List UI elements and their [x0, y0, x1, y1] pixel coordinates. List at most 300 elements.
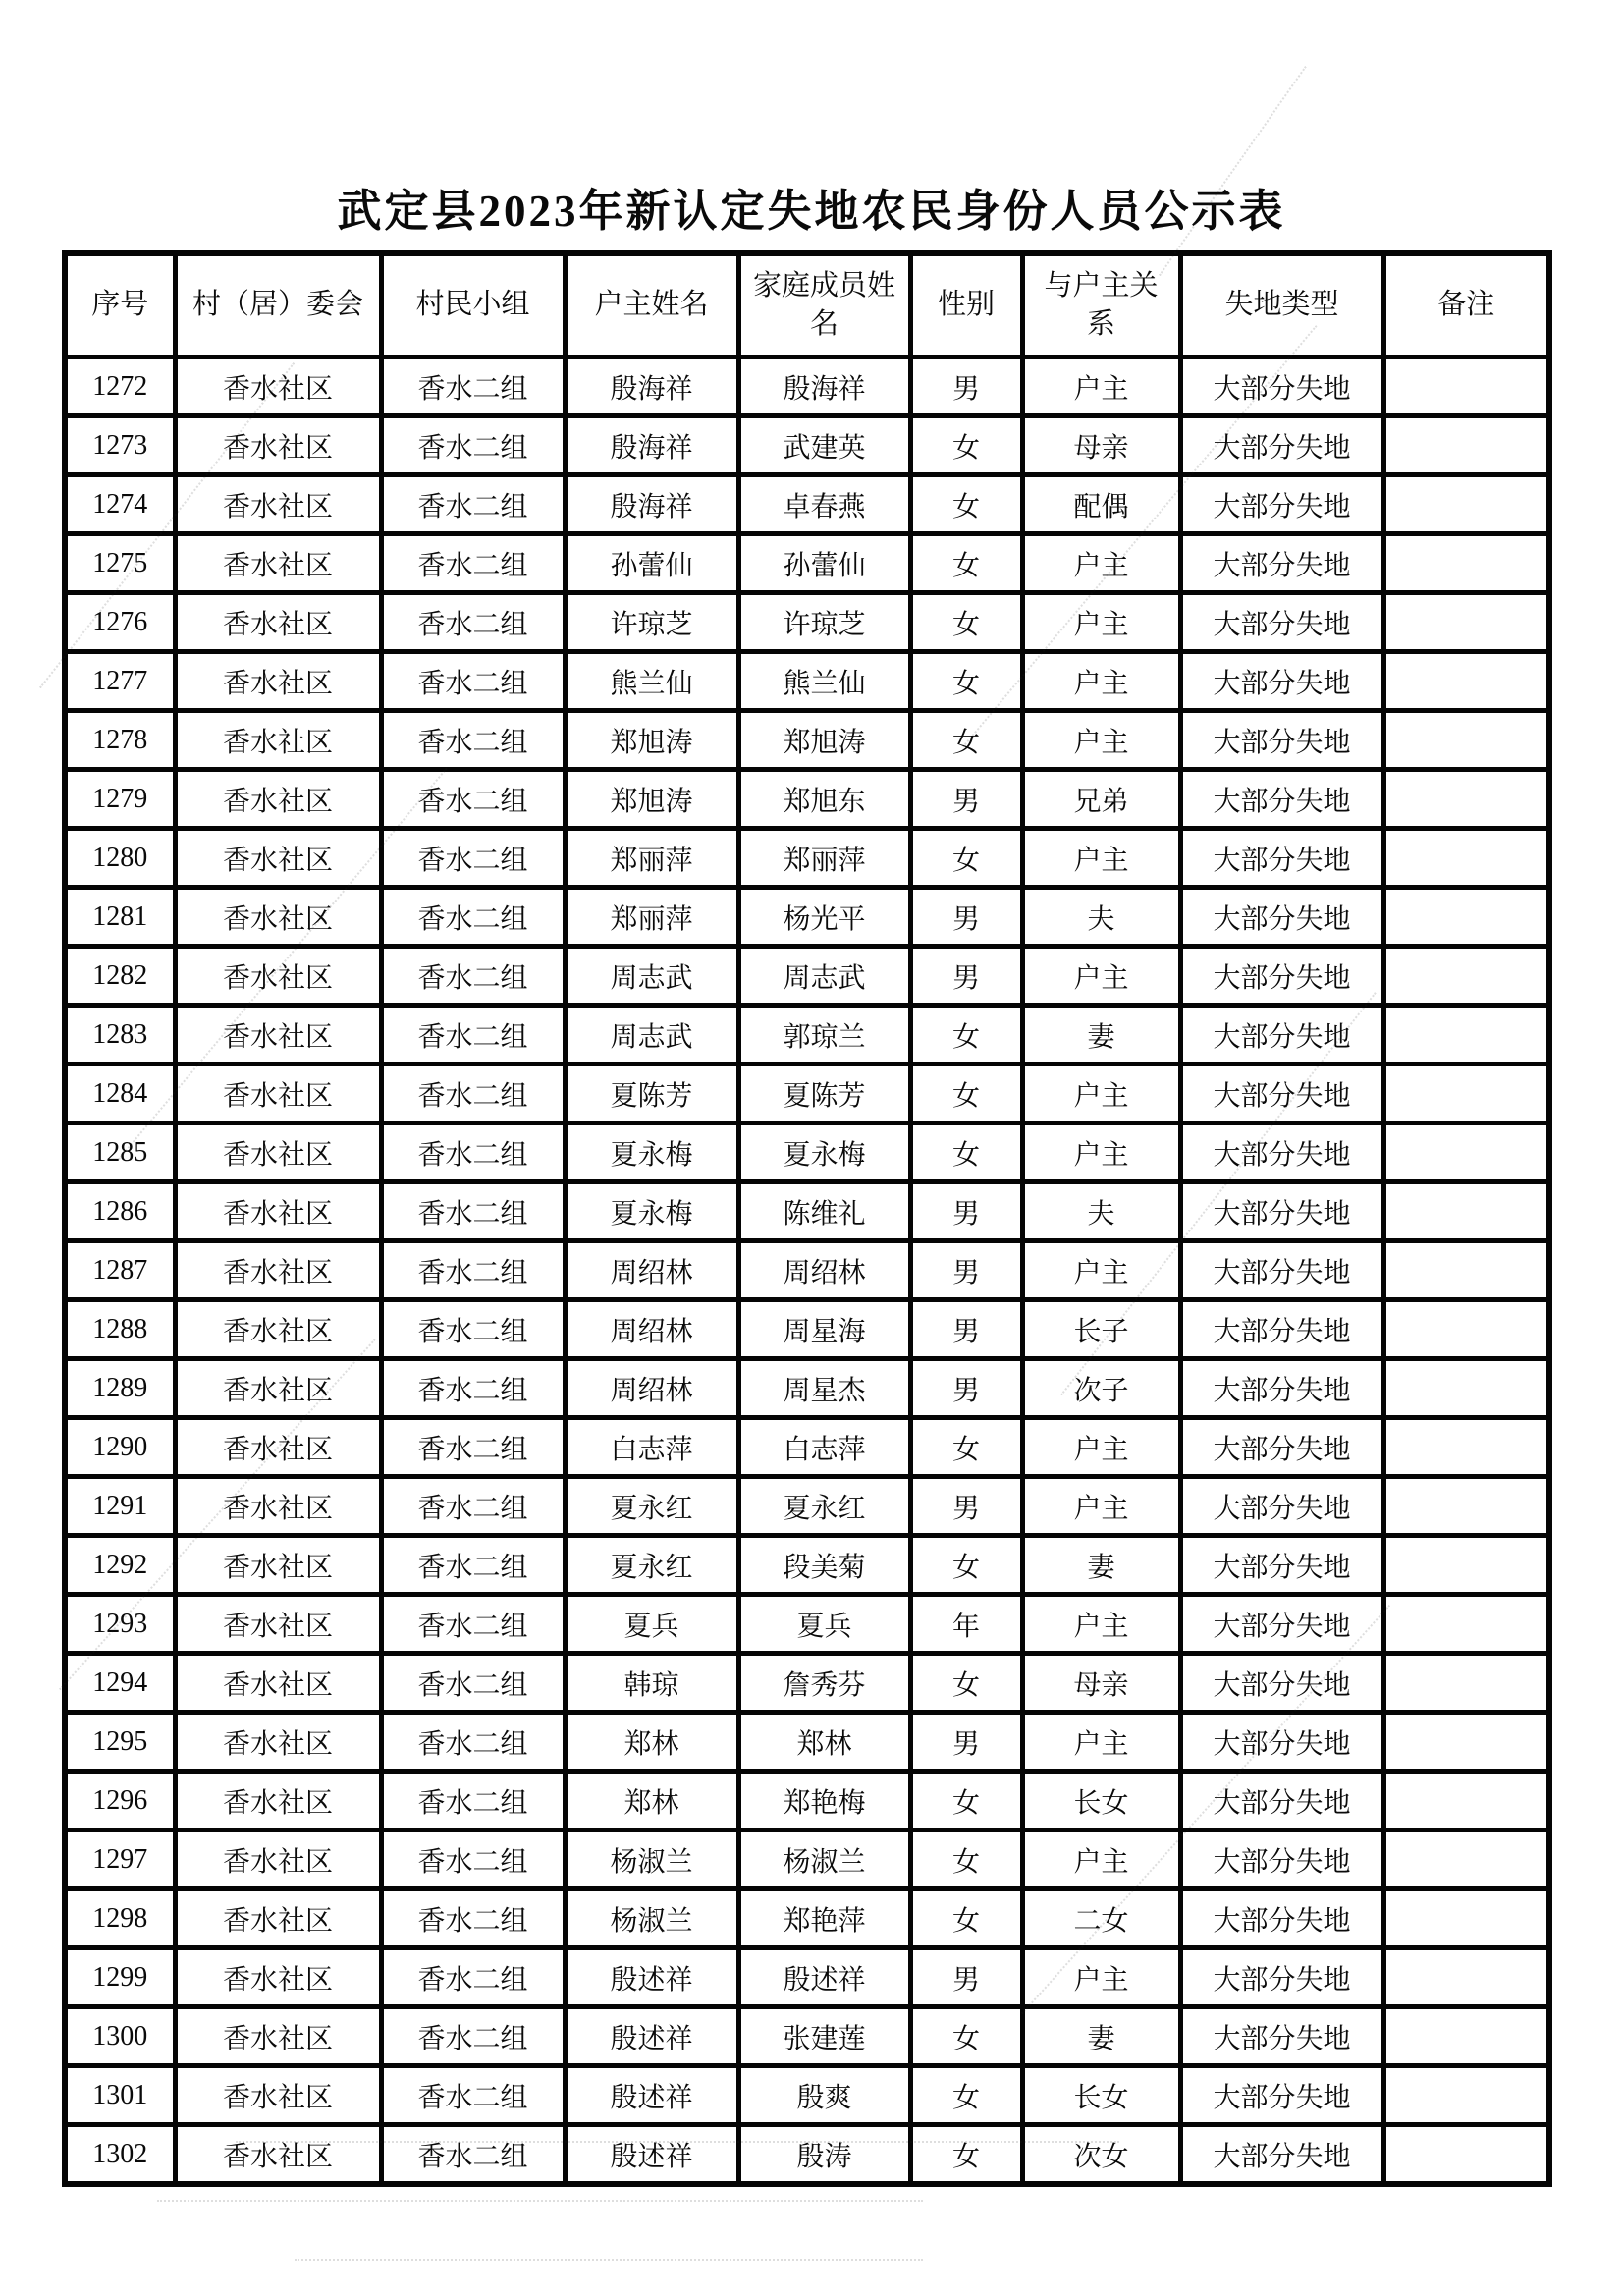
table-cell: 妻 [1022, 1536, 1180, 1595]
table-cell: 郭琼兰 [738, 1006, 910, 1065]
table-row [65, 2007, 1549, 2066]
table-cell: 男 [910, 1948, 1022, 2007]
table-cell: 夏兵 [738, 1595, 910, 1654]
table-cell: 1296 [65, 1772, 175, 1831]
table-cell: 男 [910, 888, 1022, 947]
table-cell: 1288 [65, 1300, 175, 1359]
table-cell: 女 [910, 416, 1022, 475]
header-cell: 村民小组 [381, 253, 565, 357]
table-cell: 大部分失地 [1180, 416, 1383, 475]
table-cell: 男 [910, 1241, 1022, 1300]
table-row [65, 947, 1549, 1006]
table-cell [1383, 357, 1549, 416]
table-cell: 香水社区 [175, 829, 381, 888]
table-cell: 香水二组 [381, 829, 565, 888]
table-cell: 武建英 [738, 416, 910, 475]
table-cell: 香水社区 [175, 1300, 381, 1359]
table-row [65, 1595, 1549, 1654]
table-cell: 香水社区 [175, 1418, 381, 1477]
table-cell: 1276 [65, 593, 175, 652]
table-cell: 大部分失地 [1180, 2066, 1383, 2125]
table-cell: 周绍林 [565, 1300, 738, 1359]
table-cell: 香水社区 [175, 1595, 381, 1654]
table-cell: 香水二组 [381, 1595, 565, 1654]
table-cell: 大部分失地 [1180, 1418, 1383, 1477]
page-title: 武定县2023年新认定失地农民身份人员公示表 [337, 187, 1286, 236]
table-cell: 1277 [65, 652, 175, 711]
table-cell: 1283 [65, 1006, 175, 1065]
table-cell: 香水二组 [381, 1831, 565, 1889]
table-cell: 殷述祥 [565, 1948, 738, 2007]
table-cell: 周绍林 [565, 1241, 738, 1300]
table-cell: 户主 [1022, 1948, 1180, 2007]
table-cell: 香水社区 [175, 1536, 381, 1595]
table-cell: 郑旭涛 [738, 711, 910, 770]
table-cell: 女 [910, 1889, 1022, 1948]
table-cell [1383, 947, 1549, 1006]
table-cell [1383, 475, 1549, 534]
table-cell: 妻 [1022, 2007, 1180, 2066]
table-cell: 杨淑兰 [738, 1831, 910, 1889]
table-cell: 白志萍 [738, 1418, 910, 1477]
table-cell [1383, 1182, 1549, 1241]
table-row [65, 357, 1549, 416]
table-cell: 户主 [1022, 1418, 1180, 1477]
table-cell: 女 [910, 1654, 1022, 1713]
table-cell: 殷述祥 [565, 2125, 738, 2185]
table-cell: 郑艳萍 [738, 1889, 910, 1948]
table-cell [1383, 1123, 1549, 1182]
table-cell: 大部分失地 [1180, 1006, 1383, 1065]
header-cell: 村（居）委会 [175, 253, 381, 357]
table-cell: 香水二组 [381, 1418, 565, 1477]
table-cell: 女 [910, 1006, 1022, 1065]
table-cell: 香水二组 [381, 534, 565, 593]
table-cell: 香水社区 [175, 534, 381, 593]
table-cell [1383, 888, 1549, 947]
table-cell: 男 [910, 770, 1022, 829]
table-cell: 年 [910, 1595, 1022, 1654]
table-cell: 1273 [65, 416, 175, 475]
table-cell: 香水二组 [381, 1123, 565, 1182]
table-cell: 香水二组 [381, 947, 565, 1006]
table-cell: 周志武 [738, 947, 910, 1006]
table-cell: 女 [910, 2007, 1022, 2066]
table-cell: 女 [910, 1065, 1022, 1123]
table-row [65, 711, 1549, 770]
table-cell: 詹秀芬 [738, 1654, 910, 1713]
table-cell: 女 [910, 829, 1022, 888]
table-cell [1383, 593, 1549, 652]
table-cell: 香水二组 [381, 2066, 565, 2125]
table-cell [1383, 1536, 1549, 1595]
table-cell: 香水社区 [175, 1831, 381, 1889]
table-cell: 1292 [65, 1536, 175, 1595]
table-cell: 香水二组 [381, 1300, 565, 1359]
table-cell: 次子 [1022, 1359, 1180, 1418]
table-cell: 香水社区 [175, 770, 381, 829]
table-cell: 段美菊 [738, 1536, 910, 1595]
table-cell: 1284 [65, 1065, 175, 1123]
table-cell: 香水社区 [175, 1654, 381, 1713]
table-cell: 大部分失地 [1180, 1182, 1383, 1241]
table-cell: 殷述祥 [565, 2066, 738, 2125]
table-cell: 大部分失地 [1180, 1477, 1383, 1536]
table-cell [1383, 1241, 1549, 1300]
table-cell [1383, 1654, 1549, 1713]
table-cell: 香水社区 [175, 1948, 381, 2007]
table-row [65, 1536, 1549, 1595]
table-cell: 香水二组 [381, 1948, 565, 2007]
table-cell: 郑旭东 [738, 770, 910, 829]
table-row [65, 829, 1549, 888]
table-cell: 大部分失地 [1180, 1772, 1383, 1831]
table-cell: 大部分失地 [1180, 534, 1383, 593]
table-cell: 周志武 [565, 947, 738, 1006]
table-cell: 1298 [65, 1889, 175, 1948]
table-cell: 男 [910, 1182, 1022, 1241]
table-cell: 香水二组 [381, 1182, 565, 1241]
table-cell: 大部分失地 [1180, 1065, 1383, 1123]
table-cell: 女 [910, 711, 1022, 770]
table-cell: 母亲 [1022, 416, 1180, 475]
table-cell: 陈维礼 [738, 1182, 910, 1241]
table-cell: 男 [910, 1359, 1022, 1418]
table-cell: 杨光平 [738, 888, 910, 947]
table-cell: 1289 [65, 1359, 175, 1418]
table-cell: 香水二组 [381, 1477, 565, 1536]
table-cell: 1278 [65, 711, 175, 770]
table-cell: 殷涛 [738, 2125, 910, 2185]
table-row [65, 2125, 1549, 2185]
table-cell [1383, 829, 1549, 888]
table-cell: 次女 [1022, 2125, 1180, 2185]
table-cell: 男 [910, 1300, 1022, 1359]
table-cell: 郑林 [565, 1772, 738, 1831]
table-cell: 户主 [1022, 1831, 1180, 1889]
table-cell [1383, 1006, 1549, 1065]
table-cell: 1287 [65, 1241, 175, 1300]
table-cell: 户主 [1022, 1713, 1180, 1772]
table-cell: 大部分失地 [1180, 1595, 1383, 1654]
table-cell: 香水社区 [175, 416, 381, 475]
table-cell: 香水二组 [381, 1006, 565, 1065]
table-cell: 杨淑兰 [565, 1831, 738, 1889]
table-cell: 白志萍 [565, 1418, 738, 1477]
table-cell: 1300 [65, 2007, 175, 2066]
table-cell: 户主 [1022, 1595, 1180, 1654]
table-cell: 大部分失地 [1180, 1536, 1383, 1595]
table-cell: 夏永梅 [565, 1123, 738, 1182]
table-cell: 夏永梅 [738, 1123, 910, 1182]
table-cell: 许琼芝 [738, 593, 910, 652]
table-cell: 香水社区 [175, 947, 381, 1006]
table-cell: 1301 [65, 2066, 175, 2125]
table-cell: 男 [910, 1713, 1022, 1772]
table-cell: 夏永梅 [565, 1182, 738, 1241]
table-cell: 户主 [1022, 711, 1180, 770]
table-cell [1383, 770, 1549, 829]
table-cell: 香水社区 [175, 1713, 381, 1772]
table-cell: 香水社区 [175, 593, 381, 652]
table-cell: 周绍林 [565, 1359, 738, 1418]
table-cell: 男 [910, 357, 1022, 416]
table-cell: 大部分失地 [1180, 357, 1383, 416]
table-cell: 郑丽萍 [565, 829, 738, 888]
table-cell: 熊兰仙 [738, 652, 910, 711]
table-cell [1383, 1772, 1549, 1831]
header-cell: 与户主关系 [1022, 253, 1180, 357]
table-cell: 大部分失地 [1180, 1831, 1383, 1889]
table-cell: 户主 [1022, 1065, 1180, 1123]
table-cell: 1299 [65, 1948, 175, 2007]
table-cell: 1291 [65, 1477, 175, 1536]
table-cell [1383, 1831, 1549, 1889]
table-cell: 卓春燕 [738, 475, 910, 534]
table-cell: 1275 [65, 534, 175, 593]
table-cell: 户主 [1022, 357, 1180, 416]
table-cell: 大部分失地 [1180, 1889, 1383, 1948]
table-cell [1383, 1418, 1549, 1477]
table-cell: 夏陈芳 [565, 1065, 738, 1123]
table-cell: 香水社区 [175, 1123, 381, 1182]
table-cell: 殷海祥 [565, 357, 738, 416]
table-cell: 1281 [65, 888, 175, 947]
table-cell: 女 [910, 1772, 1022, 1831]
table-cell: 1290 [65, 1418, 175, 1477]
table-cell: 1274 [65, 475, 175, 534]
table-header [65, 253, 1549, 357]
table-cell: 户主 [1022, 1123, 1180, 1182]
table-cell [1383, 2066, 1549, 2125]
table-header-row [65, 253, 1549, 357]
table-row [65, 1477, 1549, 1536]
table-cell [1383, 1713, 1549, 1772]
table-row [65, 652, 1549, 711]
table-cell: 周星杰 [738, 1359, 910, 1418]
table-cell: 1280 [65, 829, 175, 888]
table-row [65, 1654, 1549, 1713]
table-row [65, 593, 1549, 652]
table-row [65, 1359, 1549, 1418]
table-cell: 大部分失地 [1180, 1654, 1383, 1713]
table-cell: 女 [910, 1536, 1022, 1595]
table-row [65, 416, 1549, 475]
table-cell [1383, 416, 1549, 475]
table-cell: 大部分失地 [1180, 1948, 1383, 2007]
table-row [65, 2066, 1549, 2125]
table-cell: 1294 [65, 1654, 175, 1713]
table-cell: 周志武 [565, 1006, 738, 1065]
header-cell: 失地类型 [1180, 253, 1383, 357]
table-cell: 兄弟 [1022, 770, 1180, 829]
table-cell: 长女 [1022, 1772, 1180, 1831]
table-row [65, 1300, 1549, 1359]
table-cell: 香水社区 [175, 1182, 381, 1241]
table-cell: 香水社区 [175, 1772, 381, 1831]
table-cell [1383, 1889, 1549, 1948]
table-cell: 1286 [65, 1182, 175, 1241]
table-cell: 香水社区 [175, 357, 381, 416]
table-cell: 香水二组 [381, 1241, 565, 1300]
table-cell: 杨淑兰 [565, 1889, 738, 1948]
table-cell: 殷述祥 [738, 1948, 910, 2007]
table-cell: 户主 [1022, 1241, 1180, 1300]
table-cell: 香水社区 [175, 475, 381, 534]
table-cell: 夏陈芳 [738, 1065, 910, 1123]
table-cell: 夏兵 [565, 1595, 738, 1654]
table-cell: 大部分失地 [1180, 2125, 1383, 2185]
table-cell: 夏永红 [565, 1477, 738, 1536]
table-cell: 香水社区 [175, 2066, 381, 2125]
table-cell: 郑丽萍 [565, 888, 738, 947]
table-cell: 周星海 [738, 1300, 910, 1359]
table-cell: 大部分失地 [1180, 652, 1383, 711]
table-cell: 户主 [1022, 947, 1180, 1006]
table-row [65, 475, 1549, 534]
table-cell: 大部分失地 [1180, 1359, 1383, 1418]
table-cell: 香水社区 [175, 711, 381, 770]
table-cell: 周绍林 [738, 1241, 910, 1300]
table-cell: 郑艳梅 [738, 1772, 910, 1831]
table-row [65, 1065, 1549, 1123]
table-cell: 香水社区 [175, 1065, 381, 1123]
table-cell: 香水二组 [381, 2007, 565, 2066]
table-cell: 1282 [65, 947, 175, 1006]
table-row [65, 1123, 1549, 1182]
table-cell: 女 [910, 1123, 1022, 1182]
table-cell: 香水二组 [381, 1654, 565, 1713]
table-cell: 男 [910, 947, 1022, 1006]
table-cell: 孙蕾仙 [565, 534, 738, 593]
table-cell [1383, 1300, 1549, 1359]
landless-farmers-table [62, 250, 1552, 2187]
table-cell: 香水社区 [175, 1241, 381, 1300]
table-cell: 香水二组 [381, 711, 565, 770]
table-cell: 香水社区 [175, 652, 381, 711]
table-cell: 香水社区 [175, 2125, 381, 2185]
table-cell: 母亲 [1022, 1654, 1180, 1713]
table-cell: 香水社区 [175, 888, 381, 947]
table-cell: 香水二组 [381, 1889, 565, 1948]
table-cell: 香水二组 [381, 2125, 565, 2185]
table-cell [1383, 1359, 1549, 1418]
table-cell: 户主 [1022, 593, 1180, 652]
table-row [65, 1772, 1549, 1831]
table-cell: 香水社区 [175, 2007, 381, 2066]
table-cell: 女 [910, 475, 1022, 534]
table-cell: 香水二组 [381, 888, 565, 947]
table-cell: 郑林 [738, 1713, 910, 1772]
table-cell: 韩琼 [565, 1654, 738, 1713]
table-cell: 郑旭涛 [565, 770, 738, 829]
table-cell: 大部分失地 [1180, 1713, 1383, 1772]
table-cell: 郑林 [565, 1713, 738, 1772]
table-cell: 香水二组 [381, 1713, 565, 1772]
table-cell: 户主 [1022, 829, 1180, 888]
table-cell: 女 [910, 652, 1022, 711]
table-row [65, 1418, 1549, 1477]
table-cell: 张建莲 [738, 2007, 910, 2066]
table-cell: 1293 [65, 1595, 175, 1654]
table-cell: 香水社区 [175, 1006, 381, 1065]
table-cell: 夏永红 [738, 1477, 910, 1536]
table-cell: 大部分失地 [1180, 2007, 1383, 2066]
table-cell: 香水社区 [175, 1359, 381, 1418]
table-cell: 大部分失地 [1180, 1300, 1383, 1359]
table-cell: 香水二组 [381, 593, 565, 652]
table-cell: 郑丽萍 [738, 829, 910, 888]
header-cell: 家庭成员姓名 [738, 253, 910, 357]
table-cell [1383, 1477, 1549, 1536]
table-cell: 香水二组 [381, 475, 565, 534]
table-cell: 香水社区 [175, 1477, 381, 1536]
table-cell: 户主 [1022, 1477, 1180, 1536]
table-cell: 郑旭涛 [565, 711, 738, 770]
table-cell [1383, 1065, 1549, 1123]
table-cell: 1279 [65, 770, 175, 829]
table-cell: 长女 [1022, 2066, 1180, 2125]
table-cell: 大部分失地 [1180, 770, 1383, 829]
table-cell: 殷海祥 [565, 416, 738, 475]
table-cell: 殷述祥 [565, 2007, 738, 2066]
table-cell: 大部分失地 [1180, 947, 1383, 1006]
table-cell: 殷海祥 [738, 357, 910, 416]
table-cell: 大部分失地 [1180, 829, 1383, 888]
table-cell: 许琼芝 [565, 593, 738, 652]
table-row [65, 1889, 1549, 1948]
table-cell [1383, 2125, 1549, 2185]
table-cell [1383, 652, 1549, 711]
table-cell: 大部分失地 [1180, 711, 1383, 770]
table-cell [1383, 1948, 1549, 2007]
table-row [65, 1713, 1549, 1772]
table-cell: 女 [910, 1831, 1022, 1889]
table-cell: 女 [910, 1418, 1022, 1477]
table-cell: 1285 [65, 1123, 175, 1182]
table-cell: 香水二组 [381, 357, 565, 416]
table-cell: 香水二组 [381, 770, 565, 829]
table-cell: 妻 [1022, 1006, 1180, 1065]
table-cell: 大部分失地 [1180, 888, 1383, 947]
table-cell: 香水社区 [175, 1889, 381, 1948]
table-row [65, 534, 1549, 593]
table-cell [1383, 534, 1549, 593]
header-cell: 性别 [910, 253, 1022, 357]
table-cell: 1272 [65, 357, 175, 416]
table-row [65, 1006, 1549, 1065]
table-cell: 香水二组 [381, 1065, 565, 1123]
table-cell: 长子 [1022, 1300, 1180, 1359]
table-cell: 配偶 [1022, 475, 1180, 534]
table-cell: 殷爽 [738, 2066, 910, 2125]
table-cell: 女 [910, 2125, 1022, 2185]
header-cell: 备注 [1383, 253, 1549, 357]
table-cell: 殷海祥 [565, 475, 738, 534]
table-cell: 1295 [65, 1713, 175, 1772]
table-cell: 夫 [1022, 888, 1180, 947]
table-cell: 香水二组 [381, 1359, 565, 1418]
table-row [65, 1182, 1549, 1241]
table-cell: 二女 [1022, 1889, 1180, 1948]
table-row [65, 770, 1549, 829]
table-cell: 香水二组 [381, 652, 565, 711]
table-cell: 香水二组 [381, 1772, 565, 1831]
table-cell: 1302 [65, 2125, 175, 2185]
table-cell: 熊兰仙 [565, 652, 738, 711]
table-cell: 男 [910, 1477, 1022, 1536]
table-row [65, 1241, 1549, 1300]
